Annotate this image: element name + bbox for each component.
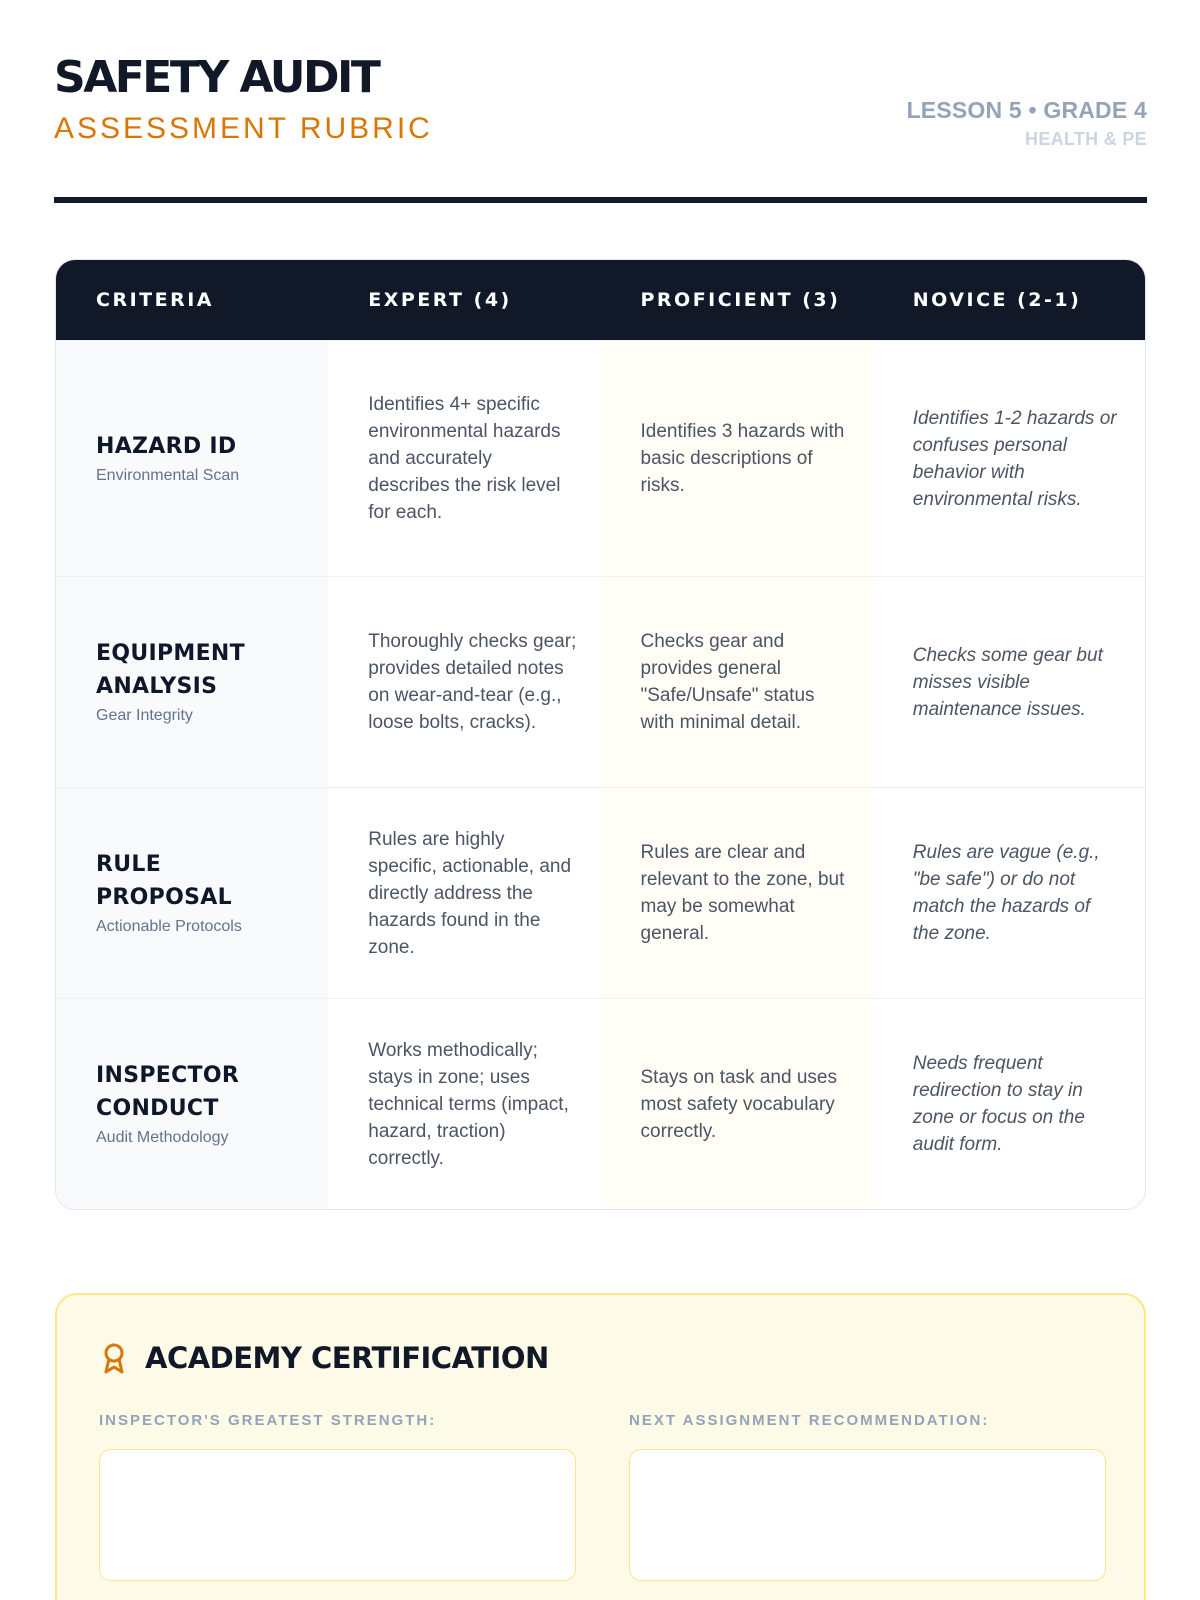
column-header-novice: NOVICE (2-1) — [912, 289, 1082, 311]
criteria-name: RULE PROPOSAL — [96, 852, 232, 910]
rubric-row-rule-proposal — [56, 787, 1145, 998]
page-title: SAFETY AUDIT — [54, 52, 379, 103]
strength-input-box[interactable] — [99, 1449, 576, 1581]
novice-cell: Rules are vague (e.g., "be safe") or do not match the hazards of the zone. — [873, 788, 1145, 998]
expert-cell: Thoroughly checks gear; provides detailed notes on wear-and-tear (e.g., loose bolts, cracks). — [328, 577, 600, 787]
proficient-cell: Stays on task and uses most safety vocabulary correctly. — [601, 999, 873, 1209]
proficient-cell: Checks gear and provides general "Safe/Unsafe" status with minimal detail. — [601, 577, 873, 787]
next-assignment-label: NEXT ASSIGNMENT RECOMMENDATION: — [629, 1412, 990, 1429]
expert-cell: Rules are highly specific, actionable, and directly address the hazards found in the zone. — [328, 788, 600, 998]
rubric-row-hazard-id — [56, 340, 1145, 576]
next-assignment-input-box[interactable] — [629, 1449, 1106, 1581]
expert-cell: Identifies 4+ specific environmental hazards and accurately describes the risk level for each. — [328, 341, 600, 576]
criteria-name: HAZARD ID — [96, 434, 237, 459]
certification-panel — [55, 1293, 1146, 1600]
novice-cell: Identifies 1-2 hazards or confuses personal behavior with environmental risks. — [873, 341, 1145, 576]
column-header-proficient: PROFICIENT (3) — [640, 289, 841, 311]
criteria-subtitle: Gear Integrity — [96, 707, 193, 724]
rubric-header-row — [56, 260, 1145, 340]
column-header-criteria: CRITERIA — [96, 289, 214, 311]
next-assignment-field — [629, 1411, 1106, 1581]
certification-title: ACADEMY CERTIFICATION — [145, 1341, 549, 1375]
criteria-subtitle: Audit Methodology — [96, 1129, 229, 1146]
proficient-cell: Rules are clear and relevant to the zone, but may be somewhat general. — [601, 788, 873, 998]
strength-label: INSPECTOR'S GREATEST STRENGTH: — [99, 1412, 437, 1429]
lesson-meta — [907, 96, 1147, 150]
lesson-grade-label: LESSON 5 • GRADE 4 — [906, 97, 1147, 123]
criteria-cell — [56, 341, 328, 576]
subject-label: HEALTH & PE — [1025, 129, 1147, 149]
criteria-subtitle: Environmental Scan — [96, 467, 240, 484]
criteria-cell — [56, 788, 328, 998]
criteria-name: INSPECTOR CONDUCT — [96, 1063, 240, 1121]
rubric-table — [55, 259, 1146, 1210]
certification-heading — [101, 1341, 549, 1375]
criteria-cell — [56, 577, 328, 787]
award-ribbon-icon — [101, 1342, 127, 1374]
novice-cell: Checks some gear but misses visible maintenance issues. — [873, 577, 1145, 787]
criteria-name: EQUIPMENT ANALYSIS — [96, 641, 245, 699]
page-header — [54, 52, 1147, 204]
header-divider — [54, 197, 1147, 203]
column-header-expert: EXPERT (4) — [368, 289, 512, 311]
strength-field — [99, 1411, 576, 1581]
page-subtitle: ASSESSMENT RUBRIC — [54, 112, 433, 145]
proficient-cell: Identifies 3 hazards with basic descriptions of risks. — [601, 341, 873, 576]
rubric-row-inspector-conduct — [56, 998, 1145, 1209]
novice-cell: Needs frequent redirection to stay in zone or focus on the audit form. — [873, 999, 1145, 1209]
criteria-subtitle: Actionable Protocols — [96, 918, 242, 935]
expert-cell: Works methodically; stays in zone; uses technical terms (impact, hazard, traction) correctly. — [328, 999, 600, 1209]
criteria-cell — [56, 999, 328, 1209]
rubric-row-equipment-analysis — [56, 576, 1145, 787]
